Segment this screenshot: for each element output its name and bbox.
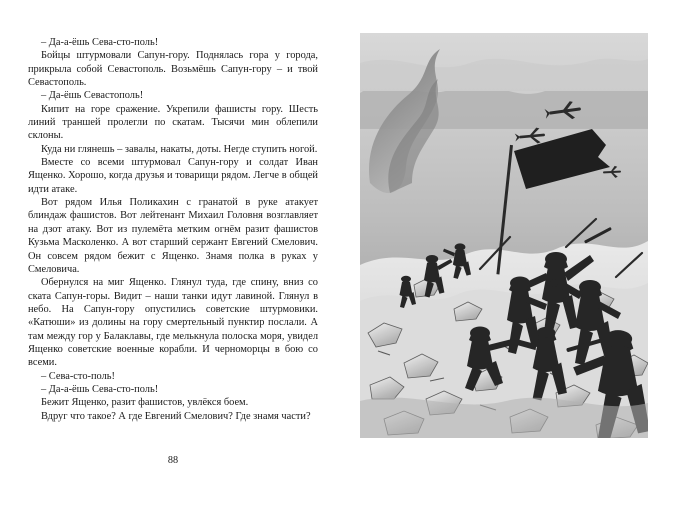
paragraph: Обернулся на миг Ященко. Глянул туда, где спину, вниз со ската Сапун-горы. Видит – наши танки идут лавиной. Глянул в небо. На Сапун-гору опустились советские штурмовики. «Катюши» из долины на гору смертельный пунктир послали. А там между гор у Балаклавы, где мелькнула полоска моря, увидел Ященко советские военные корабли. И черноморцы в бою со всеми. (28, 277, 318, 369)
paragraph: Вдруг что такое? А где Евгений Смелович? Где знамя части? (41, 410, 311, 422)
paragraph: – Да-а-ёшь Сева-сто-поль! (41, 383, 159, 395)
page-number: 88 (167, 455, 179, 466)
paragraph: Вот рядом Илья Поликахин с гранатой в руке атакует блиндаж фашистов. Вот лейтенант Михаил Головня возглавляет на дзот атаку. Вот из пулемёта метким огнём разит фашистов Кузьма Масколенко. А вот старший сержант Евгений Смелович. Он совсем рядом бежит с Ященко. Знамя полка в руках у Смеловича. (28, 197, 318, 275)
illustration (360, 33, 648, 438)
paragraph: – Сева-сто-поль! (41, 370, 115, 382)
paragraph: Куда ни глянешь – завалы, накаты, доты. Негде ступить ногой. (41, 143, 318, 155)
paragraph: Вместе со всеми штурмовал Сапун-гору и солдат Иван Ященко. Хорошо, когда друзья и товарищи рядом. Легче в общей идти атаке. (28, 157, 318, 195)
paragraph: Бойцы штурмовали Сапун-гору. Поднялась гора у города, прикрыла собой Севастополь. Возьмёшь Сапун-гору – и твой Севастополь. (28, 50, 318, 89)
paragraph: Бежит Ященко, разит фашистов, увлёкся боем. (41, 397, 249, 409)
paragraph: – Да-а-ёшь Сева-сто-поль! (41, 37, 159, 48)
paragraph: – Да-ёшь Севастополь! (41, 90, 144, 102)
paragraph: Кипит на горе сражение. Укрепили фашисты гору. Шесть линий траншей пролегли по скатам. Тысячи мин облепили склоны. (28, 103, 318, 142)
text-column (28, 36, 318, 423)
